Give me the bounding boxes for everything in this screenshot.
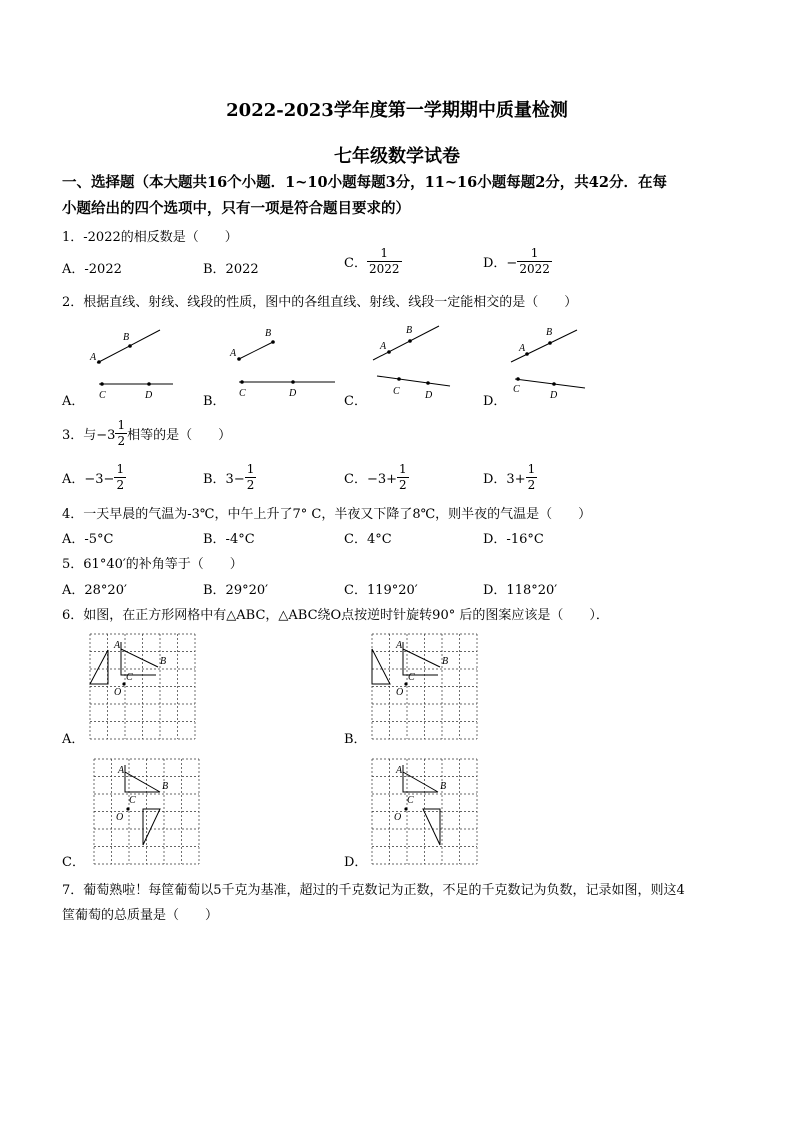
q5-option-a: A．28°20′ (62, 583, 127, 598)
q2-figure-c (365, 318, 455, 403)
svg-text:B: B (406, 325, 413, 336)
svg-text:A: A (90, 352, 97, 363)
q6-option-b: B． (344, 732, 367, 747)
section-heading-line2: 小题给出的四个选项中，只有一项是符合题目要求的） (62, 200, 410, 217)
q2-figure-b (225, 320, 345, 405)
q6-stem: 6．如图，在正方形网格中有△ABC，△ABC绕O点按逆时针旋转90° 后的图案应该是（ ）． (62, 608, 609, 623)
svg-text:A: A (396, 765, 403, 776)
svg-text:C: C (239, 388, 246, 399)
svg-text:C: C (393, 386, 400, 397)
q3-option-a: A．−3− $\frac{1}{2}$ (62, 462, 125, 492)
svg-text:C: C (129, 795, 136, 806)
svg-text:B: B (440, 781, 447, 792)
q2-figure-a (85, 320, 175, 405)
svg-text:O: O (396, 687, 404, 698)
svg-text:B: B (162, 781, 169, 792)
q2-stem: 2．根据直线、射线、线段的性质，图中的各组直线、射线、线段一定能相交的是（ ） (62, 295, 578, 310)
q3-option-c: C．−3+ $\frac{1}{2}$ (344, 462, 407, 492)
q1-option-d: D．− $\frac{1}{2022}$ (483, 246, 550, 276)
q6-option-a: A． (62, 732, 85, 747)
svg-text:O: O (114, 687, 122, 698)
q2-figure-d (507, 318, 587, 403)
svg-text:D: D (289, 388, 297, 399)
page-title: 2022-2023学年度第一学期期中质量检测 (226, 100, 568, 121)
q4-stem: 4．一天早晨的气温为-3℃，中午上升了7° C，半夜又下降了8℃，则半夜的气温是（ ） (62, 507, 592, 522)
q5-option-b: B．29°20′ (203, 583, 269, 598)
q7-stem-line1: 7．葡萄熟啦！每筐葡萄以5千克为基准，超过的千克数记为正数，不足的千克数记为负数，记录如图，则这4 (62, 883, 685, 898)
svg-text:D: D (145, 390, 153, 401)
page-subtitle: 七年级数学试卷 (334, 146, 460, 167)
svg-text:C: C (408, 672, 415, 683)
section-heading-line1: 一、选择题（本大题共16个小题．1~10小题每题3分，11~16小题每题2分，共42分．在每 (62, 174, 667, 191)
svg-text:B: B (546, 327, 553, 338)
svg-text:B: B (160, 656, 167, 667)
q1-option-a: A．-2022 (62, 262, 122, 277)
q4-option-d: D．-16°C (483, 532, 544, 547)
q4-option-a: A．-5°C (62, 532, 114, 547)
svg-text:C: C (126, 672, 133, 683)
q1-option-c: C． $\frac{1}{2022}$ (344, 246, 400, 276)
svg-text:A: A (230, 348, 237, 359)
svg-text:A: A (380, 341, 387, 352)
svg-text:O: O (394, 812, 402, 823)
q3-option-b: B．3− $\frac{1}{2}$ (203, 462, 255, 492)
q6-option-c: C． (62, 855, 85, 870)
q6-option-d: D． (344, 855, 368, 870)
q3-option-d: D．3+ $\frac{1}{2}$ (483, 462, 536, 492)
q6-figure-d (370, 757, 480, 867)
q2-option-a: A． (62, 394, 85, 409)
q2-option-d: D． (483, 394, 507, 409)
svg-text:B: B (123, 332, 130, 343)
q5-option-c: C．119°20′ (344, 583, 418, 598)
svg-text:C: C (513, 384, 520, 395)
q6-figure-c (92, 757, 202, 867)
q1-option-b: B．2022 (203, 262, 259, 277)
q1-stem: 1．-2022的相反数是（ ） (62, 230, 238, 245)
svg-text:D: D (550, 390, 558, 401)
svg-text:C: C (99, 390, 106, 401)
q4-option-c: C．4°C (344, 532, 392, 547)
svg-text:A: A (519, 343, 526, 354)
q6-figure-b (370, 632, 480, 742)
q5-option-d: D．118°20′ (483, 583, 558, 598)
q4-option-b: B．-4°C (203, 532, 255, 547)
svg-text:A: A (114, 640, 121, 651)
q6-figure-a (88, 632, 198, 742)
q7-stem-line2: 筐葡萄的总质量是（ ） (62, 908, 219, 923)
svg-text:A: A (118, 765, 125, 776)
q2-option-b: B． (203, 394, 226, 409)
svg-text:B: B (442, 656, 449, 667)
svg-text:O: O (116, 812, 124, 823)
svg-text:B: B (265, 328, 272, 339)
q3-stem: 3．与−3 $\frac{1}{2}$ 相等的是（ ） (62, 418, 232, 448)
svg-text:C: C (407, 795, 414, 806)
svg-text:D: D (425, 390, 433, 401)
svg-text:A: A (396, 640, 403, 651)
q5-stem: 5．61°40′的补角等于（ ） (62, 557, 243, 572)
q2-option-c: C． (344, 394, 367, 409)
